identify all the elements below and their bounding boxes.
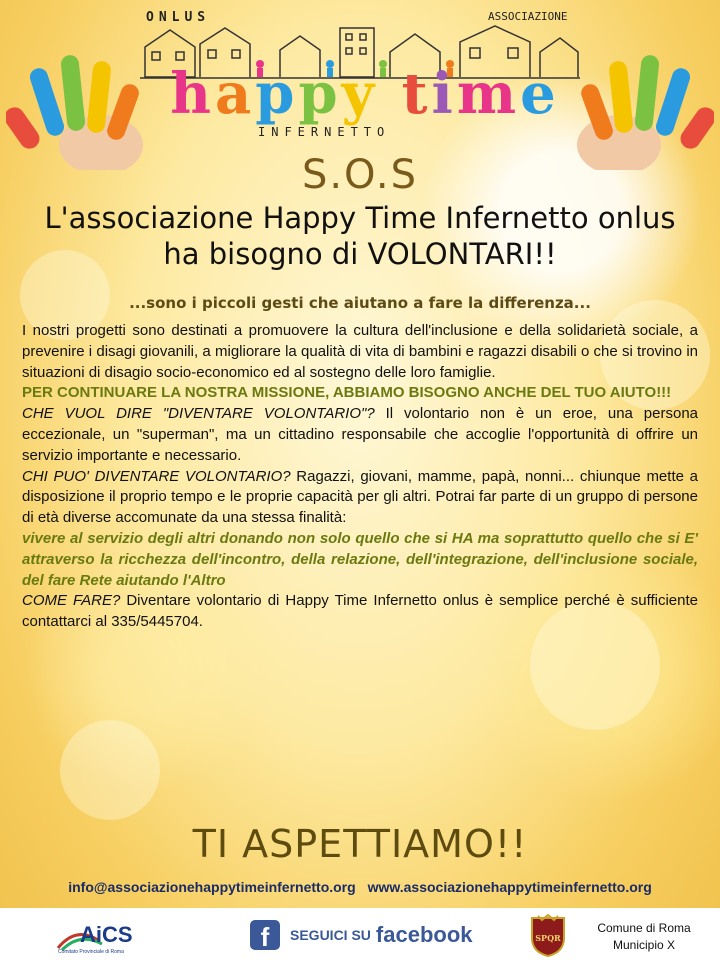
aics-logo-icon[interactable] <box>56 918 136 954</box>
header <box>0 0 720 160</box>
motto-paragraph: vivere al servizio degli altri donando non solo quello che si HA ma soprattutto quello che si E' attraverso la ricchezza dell'incontro, della relazione, dell'integrazione, dell'inclusione sociale, del fare Rete aiutando l'Altro <box>22 529 698 589</box>
logo-letter: y <box>341 61 379 127</box>
body-text <box>22 321 698 633</box>
logo-letter: h <box>170 61 215 127</box>
page-title: S.O.S <box>301 152 419 198</box>
facebook-icon: f <box>250 920 280 950</box>
faq-answer: Ragazzi, giovani, mamme, papà, nonni... chiunque mette a disposizione il proprio tempo e le proprie capacità per gli altri. Potrai far parte di un gruppo di persone di età diverse accomunate da una stessa finalità: <box>22 467 698 527</box>
faq-question: CHE VUOL DIRE "DIVENTARE VOLONTARIO"? <box>22 405 375 423</box>
facebook-follow-label: SEGUICI SU <box>290 927 371 943</box>
shield-label: SPQR <box>535 933 561 943</box>
aics-label: AiCS <box>80 922 133 947</box>
aics-sub: Comitato Provinciale di Roma <box>58 949 124 954</box>
headline <box>0 200 720 272</box>
comune-line: Comune di Roma <box>597 921 691 935</box>
faq-question: COME FARE? <box>22 592 121 610</box>
mission-paragraph: PER CONTINUARE LA NOSTRA MISSIONE, ABBIAMO BISOGNO ANCHE DEL TUO AIUTO!!! <box>22 384 672 402</box>
website-link[interactable]: www.associazionehappytimeinfernetto.org <box>367 879 652 895</box>
logo-letter: e <box>520 61 560 127</box>
roma-shield-icon <box>528 914 568 958</box>
logo-letter: m <box>456 61 521 127</box>
faq-item <box>22 404 698 466</box>
logo-letter: p <box>255 61 299 127</box>
happy-time-logo <box>150 61 580 127</box>
onlus-label: ONLUS <box>146 10 211 25</box>
faq-question: CHI PUO' DIVENTARE VOLONTARIO? <box>22 467 291 485</box>
logo-subtitle: INFERNETTO <box>258 125 391 139</box>
logo-letter: t <box>401 61 432 127</box>
facebook-follow-button[interactable] <box>250 918 473 952</box>
logo-letter: p <box>298 61 342 127</box>
faq-item <box>22 591 698 633</box>
facebook-word: facebook <box>375 922 473 947</box>
faq-answer: Il volontario non è un eroe, una persona eccezionale, un "superman", ma un cittadino responsabile che accoglie l'opportunità di offrire un servizio importante e necessario. <box>22 405 699 464</box>
call-to-action: TI ASPETTIAMO!! <box>192 822 528 866</box>
association-label: ASSOCIAZIONE <box>488 10 568 23</box>
intro-paragraph: I nostri progetti sono destinati a promuovere la cultura dell'inclusione e della solidarietà sociale, a prevenire i disagi giovanili, a migliorare la qualità di vita di bambini e ragazzi disabili o che si trovino in situazioni di disagio socio-economico ed al sostegno delle loro famiglie. <box>22 322 698 381</box>
comune-label <box>584 920 704 954</box>
headline-line: ha bisogno di VOLONTARI!! <box>163 237 557 271</box>
email-link[interactable]: info@associazionehappytimeinfernetto.org <box>68 879 356 895</box>
logo-letter: i <box>431 61 457 127</box>
headline-line: L'associazione Happy Time Infernetto onlus <box>44 201 676 235</box>
tagline: ...sono i piccoli gesti che aiutano a fare la differenza... <box>129 294 591 312</box>
bokeh-circle <box>60 720 160 820</box>
faq-item <box>22 467 698 529</box>
logo-letter: a <box>215 61 256 127</box>
comune-line: Municipio X <box>612 938 676 952</box>
logo-space <box>378 61 402 127</box>
footer <box>0 908 720 960</box>
faq-answer: Diventare volontario di Happy Time Infernetto onlus è semplice perché è sufficiente contattarci al 335/5445704. <box>22 592 698 631</box>
contact-line <box>0 879 720 895</box>
